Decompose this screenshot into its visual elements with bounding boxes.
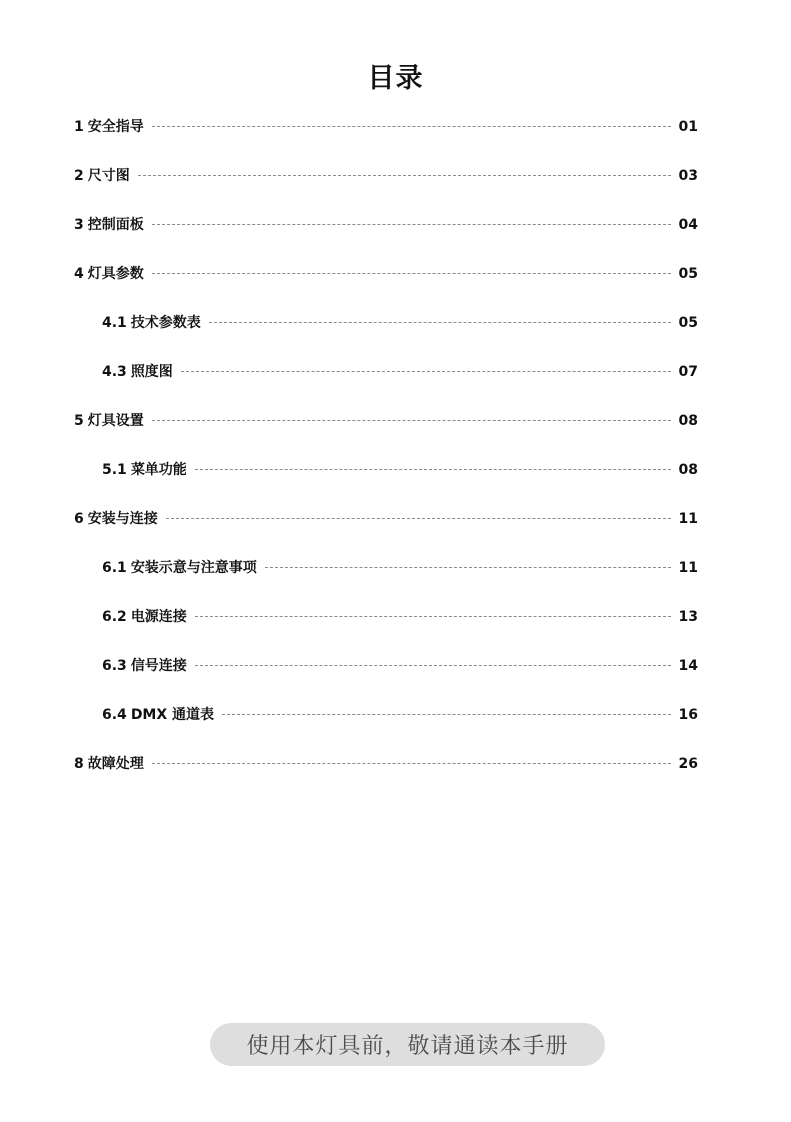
toc-entry-label: 故障处理 (87, 756, 144, 772)
toc-entry[interactable] (74, 165, 698, 214)
toc-entry-page: 05 (678, 266, 698, 282)
toc-entry[interactable] (74, 753, 698, 802)
toc-entry-page: 11 (678, 560, 698, 576)
toc-dot-leader (195, 469, 671, 470)
toc-entry-label: 控制面板 (87, 217, 144, 233)
toc-entry-label: 信号连接 (130, 658, 187, 674)
toc-entry-page: 05 (678, 315, 698, 331)
toc-entry-page: 08 (678, 462, 698, 478)
toc-entry-label: 安装示意与注意事项 (130, 560, 257, 576)
toc-entry-label: 电源连接 (130, 609, 187, 625)
toc-entry-number: 2 (74, 168, 84, 184)
toc-entry-number: 3 (74, 217, 84, 233)
toc-entry-number: 6.3 (102, 658, 127, 674)
toc-dot-leader (152, 273, 671, 274)
toc-entry-label: 安装与连接 (87, 511, 158, 527)
toc-dot-leader (152, 126, 671, 127)
toc-entry-page: 14 (678, 658, 698, 674)
toc-subentry[interactable] (74, 704, 698, 753)
toc-entry-page: 08 (678, 413, 698, 429)
toc-entry-number: 6 (74, 511, 84, 527)
toc-dot-leader (152, 420, 671, 421)
toc-subentry[interactable] (74, 312, 698, 361)
toc-entry-label: DMX 通道表 (130, 707, 215, 723)
toc-entry-label: 照度图 (130, 364, 173, 380)
toc-subentry[interactable] (74, 557, 698, 606)
toc-entry-number: 4.1 (102, 315, 127, 331)
toc-entry-number: 4 (74, 266, 84, 282)
table-of-contents (74, 116, 698, 802)
toc-entry-number: 5 (74, 413, 84, 429)
toc-entry[interactable] (74, 263, 698, 312)
toc-entry-number: 5.1 (102, 462, 127, 478)
toc-entry-number: 6.4 (102, 707, 127, 723)
toc-entry-label: 灯具设置 (87, 413, 144, 429)
toc-dot-leader (195, 616, 671, 617)
toc-entry-page: 26 (678, 756, 698, 772)
toc-entry-page: 11 (678, 511, 698, 527)
toc-dot-leader (152, 224, 671, 225)
toc-dot-leader (222, 714, 670, 715)
toc-entry-page: 16 (678, 707, 698, 723)
toc-entry-label: 灯具参数 (87, 266, 144, 282)
toc-entry-page: 07 (678, 364, 698, 380)
toc-entry-number: 8 (74, 756, 84, 772)
toc-entry-number: 1 (74, 119, 84, 135)
toc-entry[interactable] (74, 410, 698, 459)
toc-entry-page: 13 (678, 609, 698, 625)
toc-entry[interactable] (74, 214, 698, 263)
toc-entry-label: 菜单功能 (130, 462, 187, 478)
toc-subentry[interactable] (74, 459, 698, 508)
toc-dot-leader (209, 322, 671, 323)
toc-dot-leader (138, 175, 671, 176)
toc-entry-label: 尺寸图 (87, 168, 130, 184)
toc-entry-number: 6.1 (102, 560, 127, 576)
toc-entry[interactable] (74, 508, 698, 557)
toc-subentry[interactable] (74, 361, 698, 410)
toc-dot-leader (195, 665, 671, 666)
toc-entry-number: 6.2 (102, 609, 127, 625)
toc-dot-leader (152, 763, 671, 764)
toc-entry-label: 技术参数表 (130, 315, 201, 331)
toc-dot-leader (265, 567, 671, 568)
toc-dot-leader (181, 371, 671, 372)
page-title: 目录 (367, 63, 424, 94)
toc-entry-page: 01 (678, 119, 698, 135)
toc-entry[interactable] (74, 116, 698, 165)
toc-subentry[interactable] (74, 655, 698, 704)
toc-subentry[interactable] (74, 606, 698, 655)
toc-entry-page: 04 (678, 217, 698, 233)
toc-entry-number: 4.3 (102, 364, 127, 380)
toc-entry-label: 安全指导 (87, 119, 144, 135)
toc-entry-page: 03 (678, 168, 698, 184)
toc-dot-leader (166, 518, 671, 519)
footer-notice: 使用本灯具前，敬请通读本手册 (210, 1023, 605, 1066)
